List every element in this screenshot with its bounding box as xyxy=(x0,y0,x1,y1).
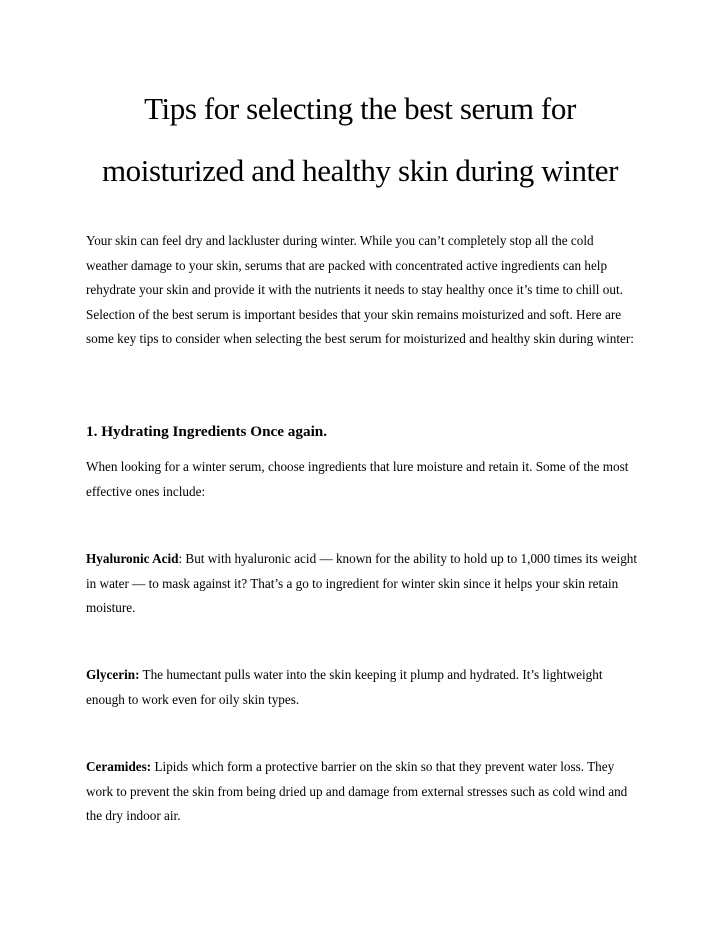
ingredient-hyaluronic-acid xyxy=(86,547,638,621)
ingredient-description: Lipids which form a protective barrier on the skin so that they prevent water loss. They work to prevent the skin from being dried up and damage from external stresses such as cold wind and the dry indoor air. xyxy=(86,759,628,824)
title-line-1: Tips for selecting the best serum for xyxy=(144,91,576,126)
ingredient-term: Glycerin: xyxy=(86,667,140,682)
section-heading-hydrating-ingredients: 1. Hydrating Ingredients Once again. xyxy=(86,423,328,440)
intro-paragraph: Your skin can feel dry and lackluster during winter. While you can’t completely stop all the cold weather damage to your skin, serums that are packed with concentrated active ingredients can help rehydrate your skin and provide it with the nutrients it needs to stay healthy once it’s time to chill out. Selection of the best serum is important besides that your skin remains moisturized and soft. Here are some key tips to consider when selecting the best serum for moisturized and healthy skin during winter: xyxy=(86,233,634,347)
ingredient-term: Ceramides: xyxy=(86,759,152,774)
ingredient-term: Hyaluronic Acid xyxy=(86,551,179,566)
title-line-2: moisturized and healthy skin during winter xyxy=(101,153,619,188)
ingredient-ceramides xyxy=(86,755,638,829)
ingredient-glycerin xyxy=(86,663,638,712)
document-title xyxy=(60,78,660,202)
ingredient-description: The humectant pulls water into the skin keeping it plump and hydrated. It’s lightweight enough to work even for oily skin types. xyxy=(86,667,603,707)
ingredient-description: But with hyaluronic acid — known for the ability to hold up to 1,000 times its weight in water — to mask against it? That’s a go to ingredient for winter skin since it helps your skin retain moisture. xyxy=(86,551,638,616)
ingredient-separator: : xyxy=(178,551,186,566)
section-intro-paragraph: When looking for a winter serum, choose ingredients that lure moisture and retain it. Some of the most effective ones include: xyxy=(86,459,629,499)
